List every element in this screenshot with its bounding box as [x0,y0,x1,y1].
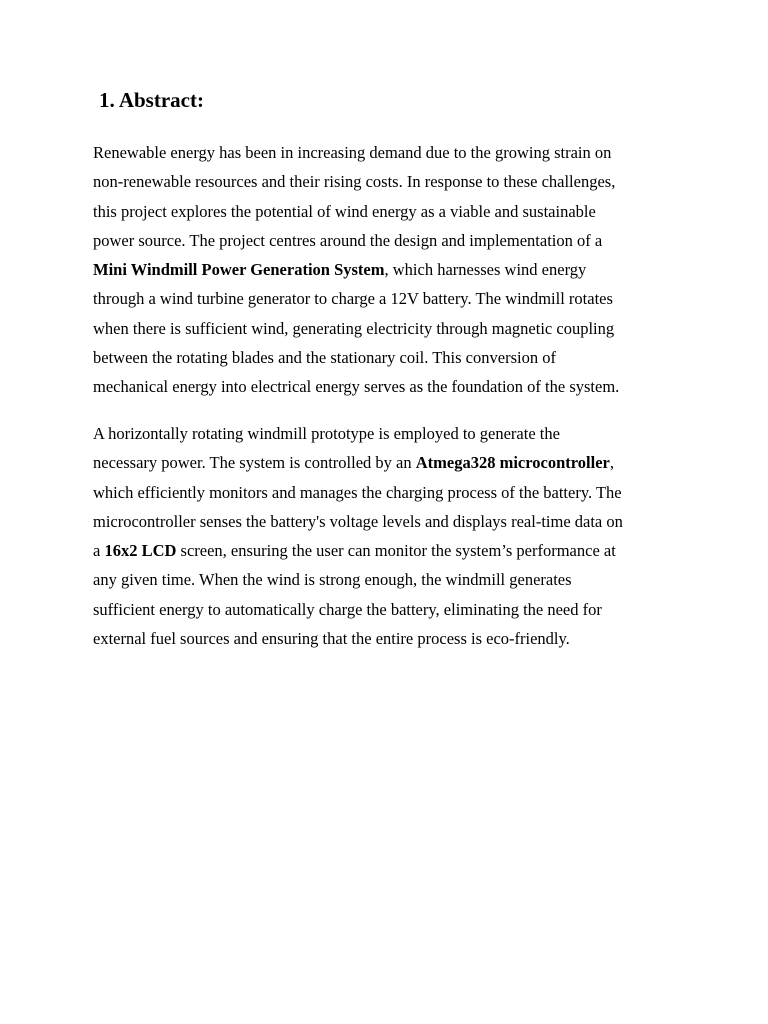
text-run: between the rotating blades and the stationary coil. This conversion of [93,348,556,368]
bold-term: Mini Windmill Power Generation System [93,260,385,280]
bold-term: 16x2 LCD [104,541,177,561]
text-line [93,595,693,624]
text-line [93,624,693,653]
abstract-paragraph-1 [93,138,693,402]
text-line [93,448,693,477]
text-run: , [609,453,614,473]
text-run: Renewable energy has been in increasing demand due to the growing strain on [93,143,612,162]
text-run: through a wind turbine generator to charge a 12V battery. The windmill rotates [93,289,613,309]
text-run: this project explores the potential of wind energy as a viable and sustainable [93,201,596,221]
text-run: , which harnesses wind energy [384,260,587,280]
text-run: A horizontally rotating windmill prototype is employed to generate the [93,424,560,443]
bold-term: Atmega328 microcontroller [415,453,610,473]
text-line [93,372,693,401]
text-run: external fuel sources and ensuring that the entire process is eco-friendly. [93,629,570,649]
text-line [93,255,693,284]
text-run: when there is sufficient wind, generating electricity through magnetic coupling [93,318,615,338]
text-line [93,536,693,565]
text-run: microcontroller senses the battery's voltage levels and displays real-time data on [93,511,623,531]
text-line [93,314,693,343]
text-line [93,419,693,448]
text-line [93,478,693,507]
text-line [93,343,693,372]
text-run: mechanical energy into electrical energy serves as the foundation of the system. [93,377,620,397]
abstract-paragraph-2 [93,419,693,653]
text-line [93,507,693,536]
text-run: a [93,541,105,561]
text-run: sufficient energy to automatically charge the battery, eliminating the need for [93,599,602,619]
text-line [93,197,693,226]
section-heading: 1. Abstract: [99,88,204,112]
text-line [93,284,693,313]
text-line [93,226,693,255]
text-run: power source. The project centres around the design and implementation of a [93,230,603,250]
text-run: non-renewable resources and their rising costs. In response to these challenges, [93,172,616,192]
text-line [93,565,693,594]
text-line [93,138,693,167]
text-line [93,167,693,196]
text-run: necessary power. The system is controlled by an [93,453,416,473]
text-run: any given time. When the wind is strong enough, the windmill generates [93,570,572,590]
text-run: screen, ensuring the user can monitor the system’s performance at [176,541,616,561]
text-run: which efficiently monitors and manages the charging process of the battery. The [93,482,622,502]
